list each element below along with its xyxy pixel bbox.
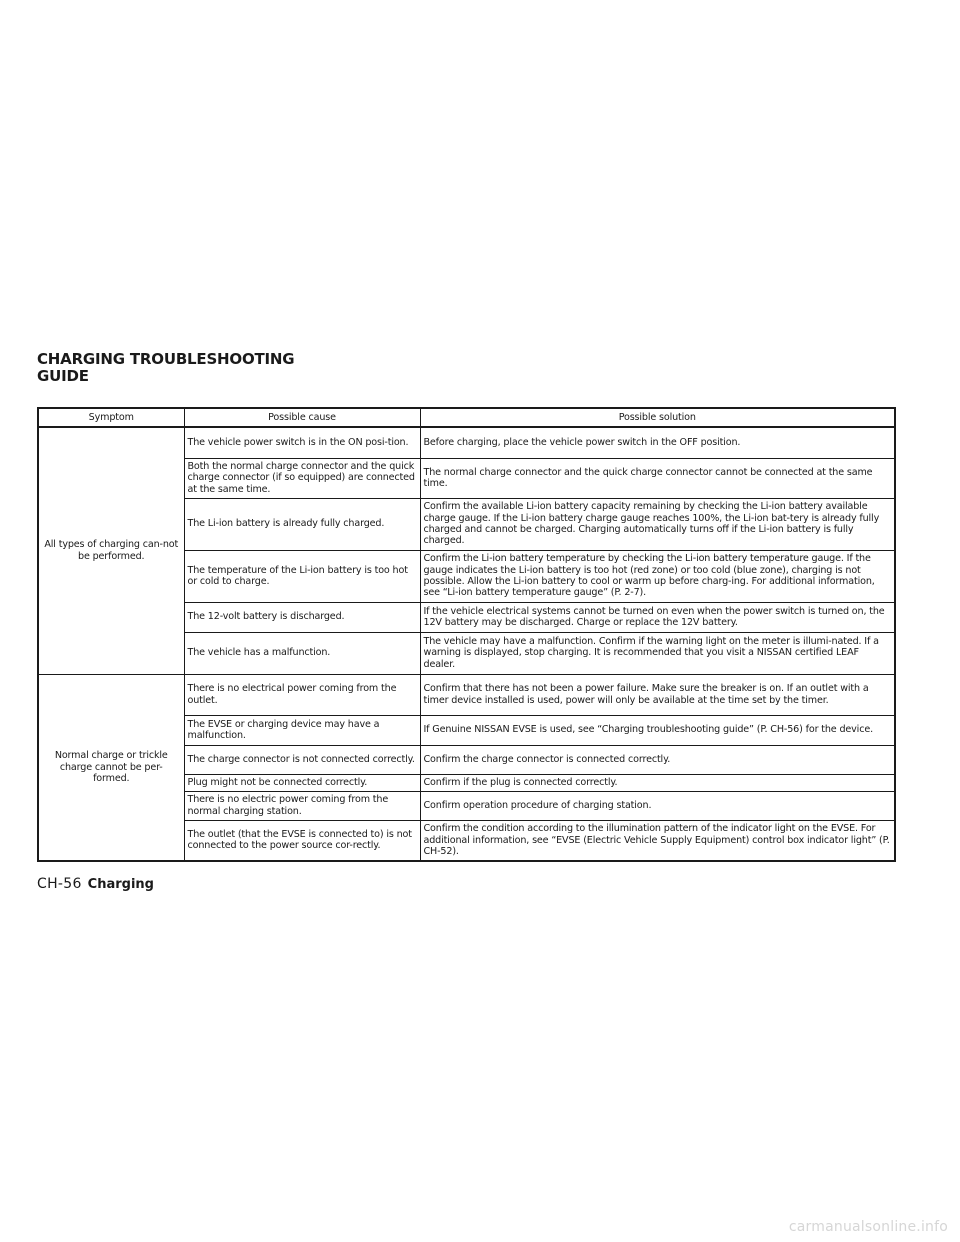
cause-cell: The temperature of the Li-ion battery is too hot or cold to charge. <box>184 550 420 602</box>
solution-cell: If Genuine NISSAN EVSE is used, see “Charging troubleshooting guide” (P. CH-56) for the device. <box>420 715 895 745</box>
page-title-line-1: CHARGING TROUBLESHOOTING <box>37 350 295 368</box>
solution-cell: Confirm the available Li-ion battery capacity remaining by checking the Li-ion battery available charge gauge. If the Li-ion battery charge gauge reaches 100%, the Li-ion bat-tery is already fully charged and cannot be charged. Charging automatically turns off if the Li-ion battery is fully charged. <box>420 498 895 550</box>
page-title-line-2: GUIDE <box>37 367 89 385</box>
table-header-row <box>38 408 895 427</box>
cause-cell: The vehicle has a malfunction. <box>184 632 420 674</box>
cause-cell: There is no electrical power coming from the outlet. <box>184 674 420 715</box>
cause-cell: Both the normal charge connector and the quick charge connector (if so equipped) are connected at the same time. <box>184 458 420 498</box>
table-row <box>38 674 895 715</box>
cause-cell: The EVSE or charging device may have a malfunction. <box>184 715 420 745</box>
solution-cell: If the vehicle electrical systems cannot be turned on even when the power switch is turned on, the 12V battery may be discharged. Charge or replace the 12V battery. <box>420 602 895 632</box>
page-footer <box>37 876 154 892</box>
solution-cell: Confirm the charge connector is connected correctly. <box>420 745 895 774</box>
page-title <box>37 351 294 385</box>
cause-cell: The vehicle power switch is in the ON posi-tion. <box>184 427 420 458</box>
solution-cell: Confirm operation procedure of charging station. <box>420 791 895 820</box>
footer-section-name: Charging <box>87 877 154 892</box>
solution-cell: Confirm that there has not been a power failure. Make sure the breaker is on. If an outlet with a timer device installed is used, power will only be available at the time set by the timer. <box>420 674 895 715</box>
solution-cell: Before charging, place the vehicle power switch in the OFF position. <box>420 427 895 458</box>
troubleshooting-table <box>37 407 896 862</box>
solution-cell: The vehicle may have a malfunction. Confirm if the warning light on the meter is illumi-nated. If a warning is displayed, stop charging. It is recommended that you visit a NISSAN certified LEAF dealer. <box>420 632 895 674</box>
header-symptom: Symptom <box>38 408 184 427</box>
watermark: carmanualsonline.info <box>788 1219 948 1235</box>
symptom-cell: Normal charge or trickle charge cannot be per-formed. <box>38 674 184 861</box>
table-row <box>38 427 895 458</box>
cause-cell: There is no electric power coming from the normal charging station. <box>184 791 420 820</box>
cause-cell: The Li-ion battery is already fully charged. <box>184 498 420 550</box>
cause-cell: Plug might not be connected correctly. <box>184 774 420 791</box>
cause-cell: The charge connector is not connected correctly. <box>184 745 420 774</box>
page-number: CH-56 <box>37 876 82 892</box>
symptom-cell: All types of charging can-not be performed. <box>38 427 184 674</box>
solution-cell: The normal charge connector and the quick charge connector cannot be connected at the same time. <box>420 458 895 498</box>
header-possible-cause: Possible cause <box>184 408 420 427</box>
header-possible-solution: Possible solution <box>420 408 895 427</box>
solution-cell: Confirm the condition according to the illumination pattern of the indicator light on the EVSE. For additional information, see “EVSE (Electric Vehicle Supply Equipment) control box indicator light” (P. CH-52). <box>420 820 895 861</box>
solution-cell: Confirm the Li-ion battery temperature by checking the Li-ion battery temperature gauge. If the gauge indicates the Li-ion battery is too hot (red zone) or too cold (blue zone), charging is not possible. Allow the Li-ion battery to cool or warm up before charg-ing. For additional information, see “Li-ion battery temperature gauge” (P. 2-7). <box>420 550 895 602</box>
cause-cell: The 12-volt battery is discharged. <box>184 602 420 632</box>
cause-cell: The outlet (that the EVSE is connected to) is not connected to the power source cor-rectly. <box>184 820 420 861</box>
solution-cell: Confirm if the plug is connected correctly. <box>420 774 895 791</box>
